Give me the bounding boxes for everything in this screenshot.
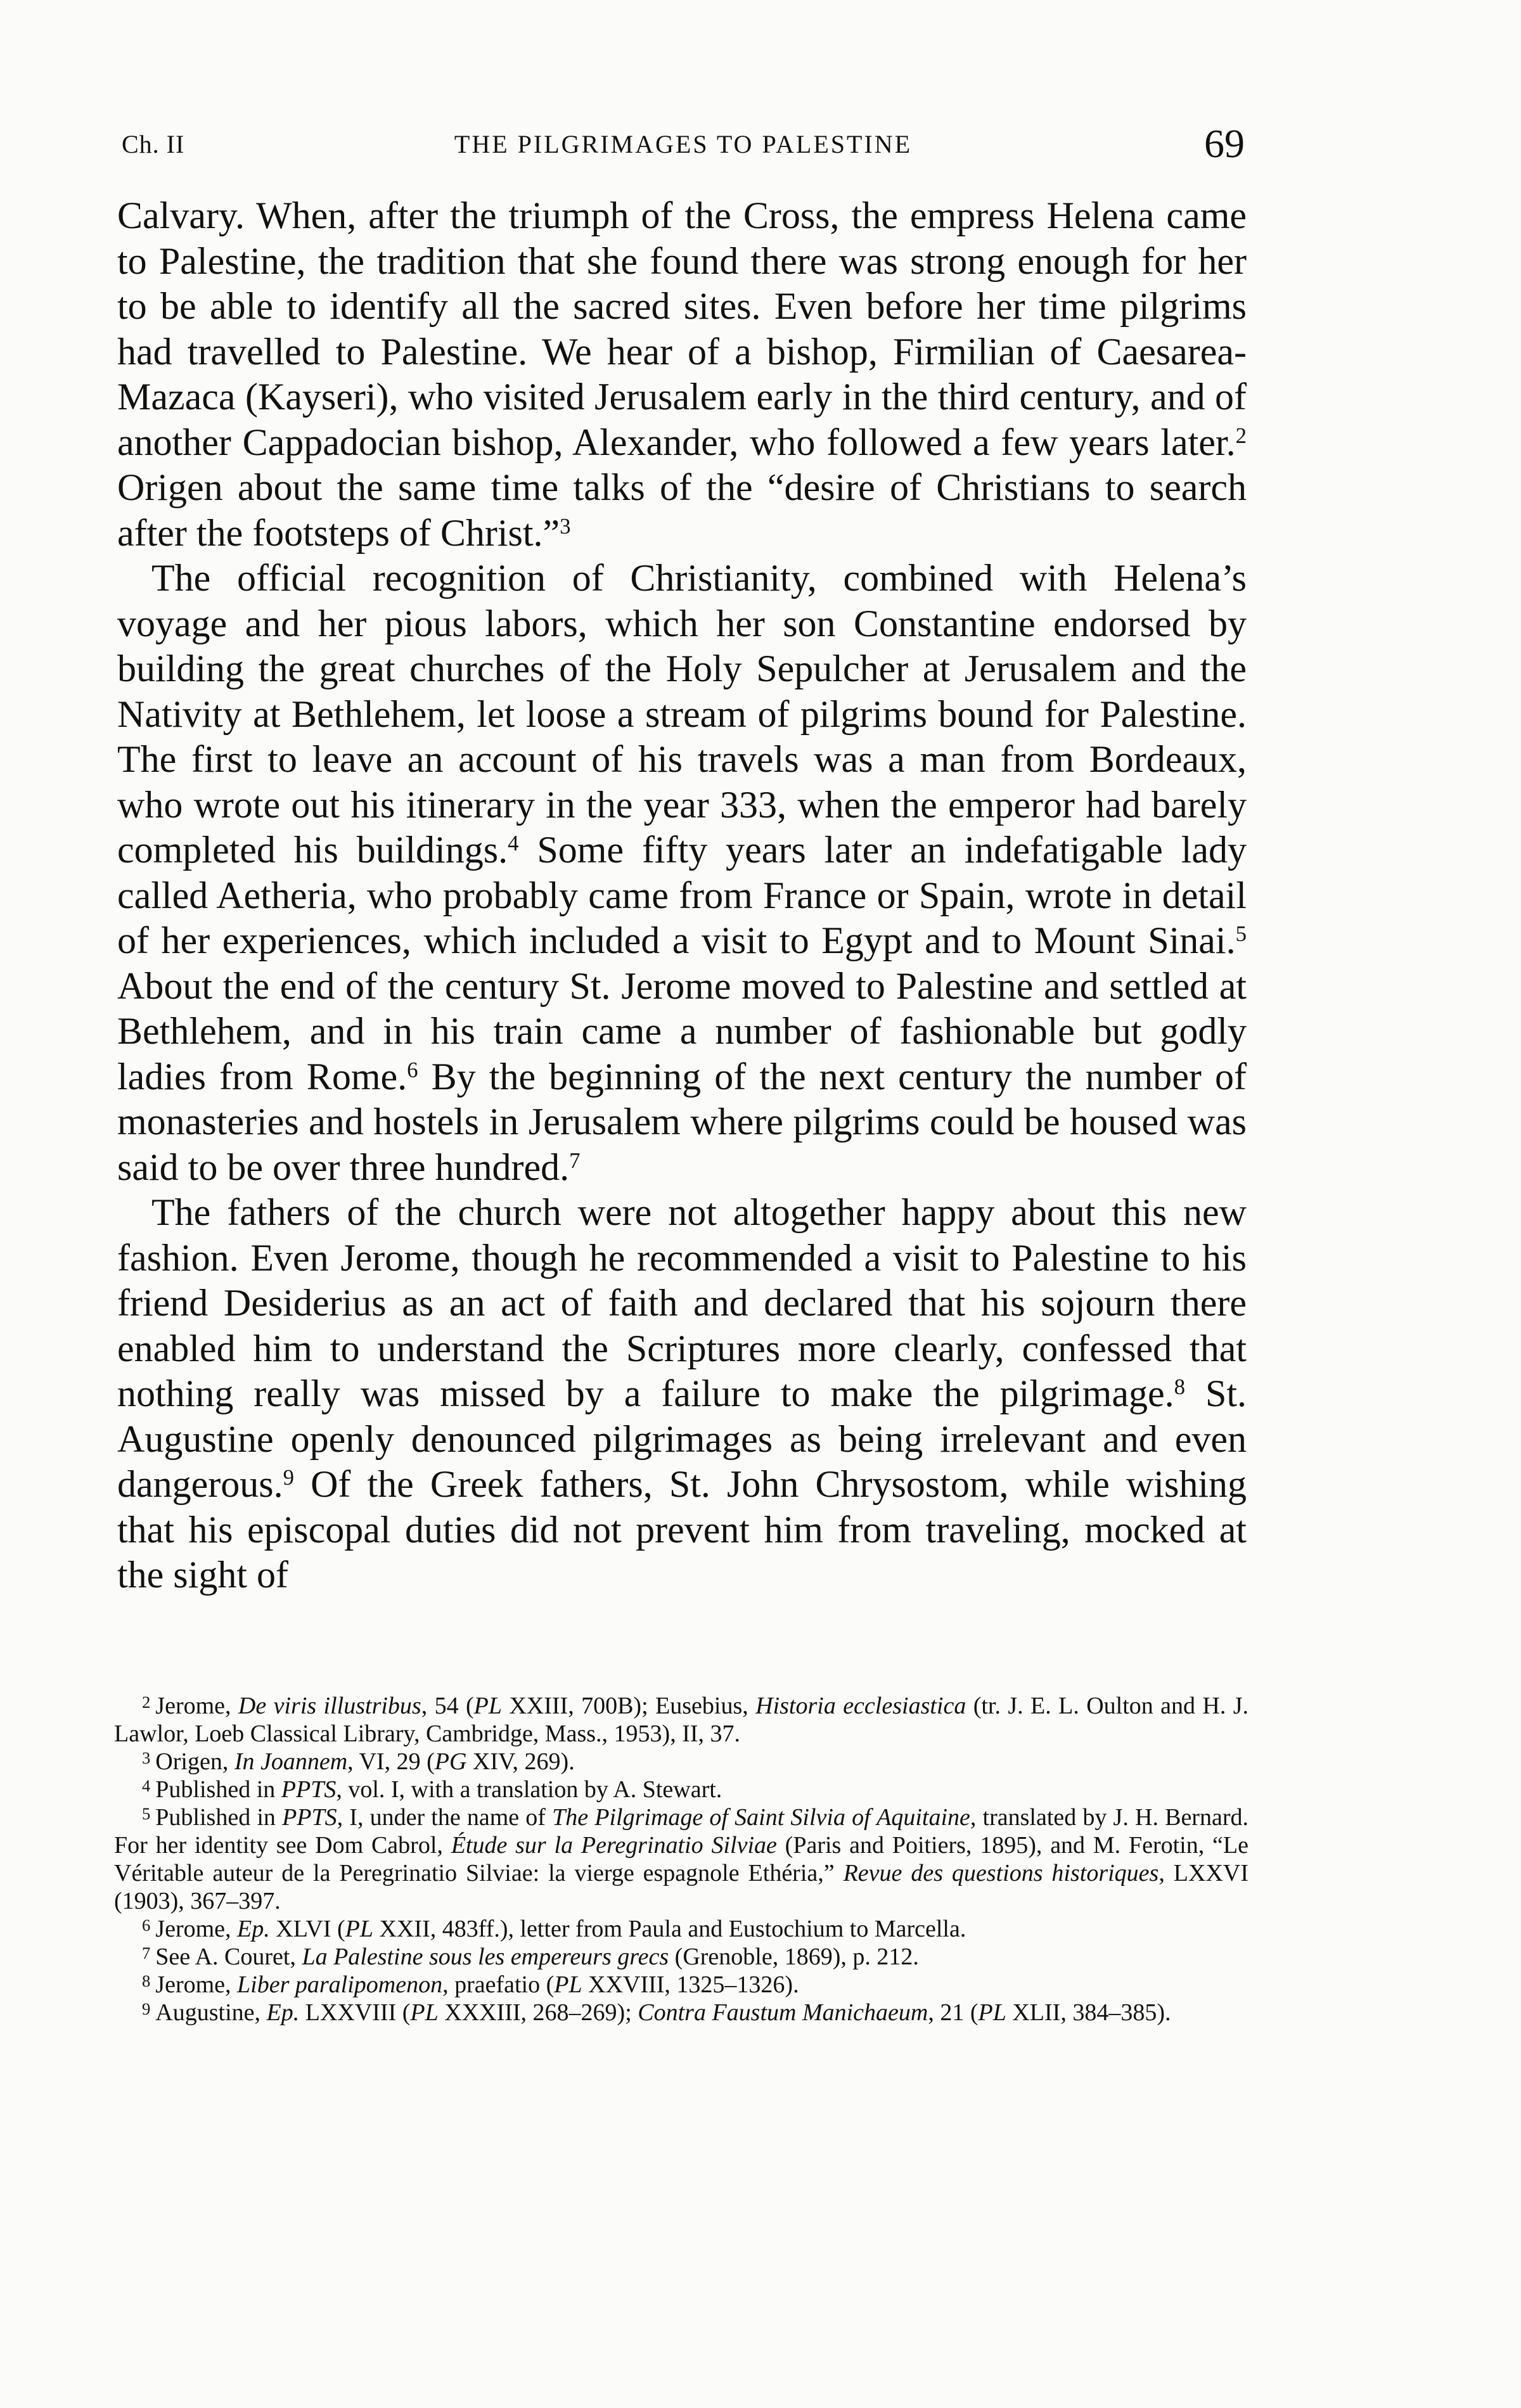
fn-text: See A. Couret, bbox=[155, 1944, 302, 1970]
fn-text: , I, under the name of bbox=[337, 1804, 553, 1831]
fn-text: , LXXVI (1903), 367–397. bbox=[114, 1860, 1248, 1914]
fn-text: Jerome, bbox=[155, 1971, 238, 1998]
text-run: The fathers of the church were not altogether happy about this new fashion. Even Jerome, though he recommended a visit to Palestine to his friend Desiderius as an act of faith and declared that his sojourn there enabled him to understand the Scriptures more clearly, confessed that nothing really was missed by a failure to make the pilgrimage. bbox=[117, 1191, 1247, 1414]
fn-abbrev: Ep. bbox=[237, 1916, 270, 1942]
fn-abbrev: PL bbox=[554, 1971, 582, 1998]
fn-title: Étude sur la Peregrinatio Silviae bbox=[451, 1832, 777, 1859]
footnote-8 bbox=[114, 1971, 1248, 1999]
fn-abbrev: PL bbox=[978, 1999, 1006, 2026]
fn-text: (Grenoble, 1869), p. 212. bbox=[669, 1944, 919, 1970]
fn-text: Published in bbox=[155, 1804, 283, 1831]
fn-text: XXII, 483ff.), letter from Paula and Eustochium to Marcella. bbox=[373, 1916, 966, 1942]
fn-title: La Palestine sous les empereurs grecs bbox=[302, 1944, 669, 1970]
fn-title: Historia ecclesiastica bbox=[755, 1693, 966, 1719]
fn-text: XLII, 384–385). bbox=[1006, 1999, 1171, 2026]
paragraph-2 bbox=[117, 556, 1247, 1190]
fn-title: In Joannem bbox=[234, 1748, 348, 1775]
fn-abbrev: PG bbox=[434, 1748, 467, 1775]
footnote-ref: 8 bbox=[1174, 1374, 1185, 1399]
footnotes bbox=[114, 1692, 1248, 2027]
fn-text: XLVI ( bbox=[269, 1916, 345, 1942]
running-header bbox=[122, 120, 1245, 177]
fn-title: The Pilgrimage of Saint Silvia of Aquitaine bbox=[552, 1804, 970, 1831]
footnote-4 bbox=[114, 1776, 1248, 1803]
footnote-number: 9 bbox=[142, 1999, 151, 2018]
fn-abbrev: Ep. bbox=[266, 1999, 300, 2026]
footnote-6 bbox=[114, 1915, 1248, 1943]
fn-abbrev: PPTS bbox=[281, 1776, 337, 1803]
fn-abbrev: PL bbox=[345, 1916, 374, 1942]
fn-title: De viris illustribus bbox=[238, 1693, 421, 1719]
footnote-2 bbox=[114, 1692, 1248, 1748]
fn-text: (Paris and Poitiers, 1895), and M. Ferotin, “Le Véritable auteur de la Peregrinatio Silviae: la vierge espagnole Ethéria,” bbox=[114, 1832, 1248, 1886]
fn-text: , translated by J. H. Bernard. For her identity see Dom Cabrol, bbox=[114, 1804, 1248, 1859]
footnote-ref: 5 bbox=[1235, 921, 1247, 946]
footnote-ref: 9 bbox=[283, 1464, 294, 1490]
footnote-ref: 6 bbox=[407, 1057, 418, 1082]
footnote-number: 3 bbox=[142, 1748, 151, 1767]
paragraph-1 bbox=[117, 193, 1247, 556]
footnote-number: 2 bbox=[142, 1692, 151, 1712]
footnote-number: 7 bbox=[142, 1943, 151, 1963]
fn-text: , vol. I, with a translation by A. Stewart. bbox=[336, 1776, 722, 1803]
fn-text: Origen, bbox=[155, 1748, 234, 1775]
fn-title: Contra Faustum Manichaeum bbox=[638, 1999, 928, 2026]
fn-text: (tr. J. E. L. Oulton and H. J. Lawlor, Loeb Classical Library, Cambridge, Mass., 1953), II, 37. bbox=[114, 1693, 1249, 1747]
text-run: Calvary. When, after the triumph of the Cross, the empress Helena came to Palestine, the tradition that she found there was strong enough for her to be able to identify all the sacred sites. Even before her time pilgrims had travelled to Palestine. We hear of a bishop, Firmilian of Caesarea-Mazaca (Kayseri), who visited Jerusalem early in the third century, and of another Cappadocian bishop, Alexander, who followed a few years later. bbox=[117, 195, 1247, 463]
fn-text: XIV, 269). bbox=[466, 1748, 575, 1775]
fn-text: Augustine, bbox=[155, 1999, 267, 2026]
text-run: About the end of the century St. Jerome moved to Palestine and settled at Bethlehem, and in his train came a number of fashionable but godly ladies from Rome. bbox=[117, 964, 1247, 1098]
footnote-ref: 4 bbox=[508, 830, 519, 855]
page-number: 69 bbox=[1204, 121, 1245, 166]
fn-text: Published in bbox=[155, 1776, 281, 1803]
fn-abbrev: PPTS bbox=[282, 1804, 337, 1831]
text-run: By the beginning of the next century the number of monasteries and hostels in Jerusalem where pilgrims could be housed was said to be over three hundred. bbox=[117, 1055, 1247, 1188]
fn-abbrev: PL bbox=[473, 1693, 502, 1719]
footnote-number: 8 bbox=[142, 1971, 151, 1990]
running-title: THE PILGRIMAGES TO PALESTINE bbox=[454, 130, 913, 158]
footnote-7 bbox=[114, 1943, 1248, 1971]
fn-text: Jerome, bbox=[155, 1693, 238, 1719]
fn-text: LXXVIII ( bbox=[299, 1999, 411, 2026]
text-run: St. Augustine openly denounced pilgrimages as being irrelevant and even dangerous. bbox=[117, 1373, 1247, 1505]
footnote-ref: 3 bbox=[560, 513, 571, 539]
fn-text: Jerome, bbox=[155, 1916, 238, 1942]
footnote-9 bbox=[114, 1999, 1248, 2027]
text-run: Of the Greek fathers, St. John Chrysostom, while wishing that his episcopal duties did not prevent him from traveling, mocked at the sight of bbox=[117, 1463, 1247, 1596]
footnote-ref: 2 bbox=[1235, 423, 1247, 448]
fn-text: XXVIII, 1325–1326). bbox=[582, 1971, 799, 1998]
fn-text: , VI, 29 ( bbox=[347, 1748, 435, 1775]
fn-text: XXXIII, 268–269); bbox=[438, 1999, 638, 2026]
text-run: Origen about the same time talks of the “desire of Christians to search after the footsteps of Christ.” bbox=[117, 466, 1247, 554]
text-run: Some fifty years later an indefatigable lady called Aetheria, who probably came from France or Spain, wrote in detail of her experiences, which included a visit to Egypt and to Mount Sinai. bbox=[117, 829, 1247, 961]
main-text bbox=[117, 193, 1247, 1598]
paragraph-3 bbox=[117, 1190, 1247, 1598]
chapter-label: Ch. II bbox=[122, 130, 185, 158]
fn-abbrev: PL bbox=[410, 1999, 439, 2026]
fn-text: , praefatio ( bbox=[442, 1971, 555, 1998]
text-run: The official recognition of Christianity, combined with Helena’s voyage and her pious labors, which her son Constantine endorsed by building the great churches of the Holy Sepulcher at Jerusalem and the Nativity at Bethlehem, let loose a stream of pilgrims bound for Palestine. The first to leave an account of his travels was a man from Bordeaux, who wrote out his itinerary in the year 333, when the emperor had barely completed his buildings. bbox=[117, 557, 1247, 871]
fn-title: Revue des questions historiques bbox=[843, 1860, 1159, 1886]
fn-text: XXIII, 700B); Eusebius, bbox=[501, 1693, 756, 1719]
fn-text: , 21 ( bbox=[928, 1999, 979, 2026]
fn-text: , 54 ( bbox=[421, 1693, 474, 1719]
footnote-number: 4 bbox=[142, 1776, 151, 1795]
fn-title: Liber paralipomenon bbox=[237, 1971, 443, 1998]
footnote-3 bbox=[114, 1748, 1248, 1776]
footnote-number: 6 bbox=[142, 1915, 151, 1935]
footnote-5 bbox=[114, 1803, 1248, 1915]
footnote-ref: 7 bbox=[569, 1148, 581, 1173]
footnote-number: 5 bbox=[142, 1803, 151, 1823]
